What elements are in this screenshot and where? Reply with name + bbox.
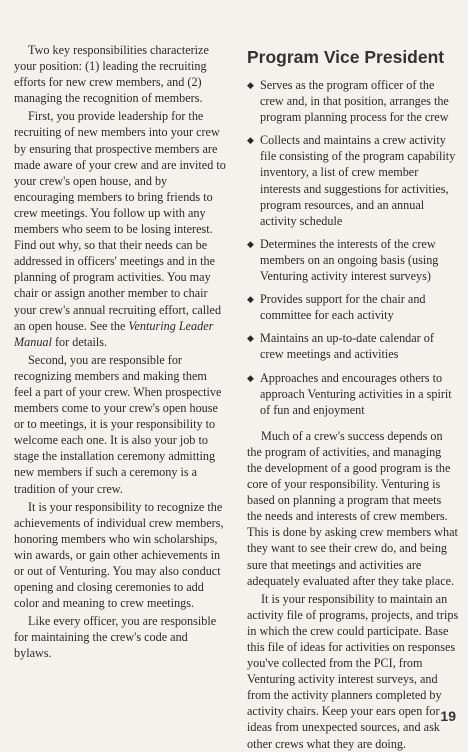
duty-text: Serves as the program officer of the crew and, in that position, arranges the program planning process for the crew <box>260 78 449 125</box>
paragraph-achievements: It is your responsibility to recognize the achievements of individual crew members, honoring members who win scholarships, win awards, or gain other achievements in or out of Venturing. You may also conduct opening and closing ceremonies to add color and meaning to crew meetings. <box>14 499 224 611</box>
duty-text: Maintains an up-to-date calendar of crew meetings and activities <box>260 331 434 362</box>
paragraph-program-success: Much of a crew's success depends on the program of activities, and managing the development of a good program is the core of your responsibility. Venturing is based on planning a program that meets the needs and interests of crew members. This is done by asking crew members what they want to see their crew do, and being sure that meetings and activities are adequately evaluated after they take place. <box>247 428 458 588</box>
duty-text: Determines the interests of the crew members on an ongoing basis (using Venturing activity interest surveys) <box>260 236 439 284</box>
paragraph-activity-file: It is your responsibility to maintain an activity file of programs, projects, and trips in which the crew could participate. Base this file of ideas for activities on responses you've collected from the PCI, from Venturing activity interest surveys, and from the activity planners completed by activity chairs. Keep your ears open for ideas from unexpected sources, and ask other crews what they are doing. <box>247 591 459 751</box>
list-item <box>247 330 459 362</box>
paragraph-recruiting-end: for details. <box>51 334 108 349</box>
diamond-bullet-icon: ◆ <box>247 80 254 90</box>
diamond-bullet-icon: ◆ <box>247 238 254 249</box>
paragraph-bylaws: Like every officer, you are responsible for maintaining the crew's code and bylaws. <box>14 614 217 661</box>
diamond-bullet-icon: ◆ <box>247 135 254 146</box>
duty-text: Collects and maintains a crew activity file consisting of the program capability inventory, a list of crew member interests and suggestions for activities, program resources, and an annual activity schedule <box>260 133 456 228</box>
paragraph-recruiting-text: First, you provide leadership for the recruiting of new members into your crew by ensuring that prospective members are made aware of your crew and are invited to your crew's open house, and by encouraging members to bring friends to crew meetings. You follow up with any members who seem to be losing interest. Find out why, so that their needs can be addressed in officers' meetings and in the planning of program activities. You may chair or assign another member to chair your crew's annual recruiting effort, called an open house. See the <box>14 109 226 333</box>
page-number: 19 <box>440 708 456 724</box>
duty-text: Approaches and encourages others to approach Venturing activities in a spirit of fun and enjoyment <box>260 370 452 417</box>
list-item <box>247 370 459 418</box>
diamond-bullet-icon: ◆ <box>247 333 254 344</box>
list-item <box>247 77 459 125</box>
diamond-bullet-icon: ◆ <box>247 294 254 305</box>
manual-reference: Venturing Leader Manual <box>14 318 214 349</box>
left-column <box>14 42 228 664</box>
paragraph-responsibilities: Two key responsibilities characterize your position: (1) leading the recruiting efforts for new crew members, and (2) managing the recognition of members. <box>14 43 209 106</box>
duties-list <box>247 77 459 418</box>
list-item <box>247 291 459 323</box>
list-item <box>247 132 459 229</box>
duty-text: Provides support for the chair and committee for each activity <box>260 292 426 323</box>
right-column <box>247 47 459 752</box>
list-item <box>247 236 459 284</box>
section-title: Program Vice President <box>247 47 445 67</box>
paragraph-recognition: Second, you are responsible for recognizing members and making them feel a part of your crew. When prospective members come to your crew's open house or to meetings, it is your responsibility to welcome each one. It is also your job to stage the installation ceremony admitting new members if such a ceremony is a tradition of your crew. <box>14 352 222 496</box>
diamond-bullet-icon: ◆ <box>247 372 254 383</box>
paragraph-recruiting <box>14 108 228 349</box>
